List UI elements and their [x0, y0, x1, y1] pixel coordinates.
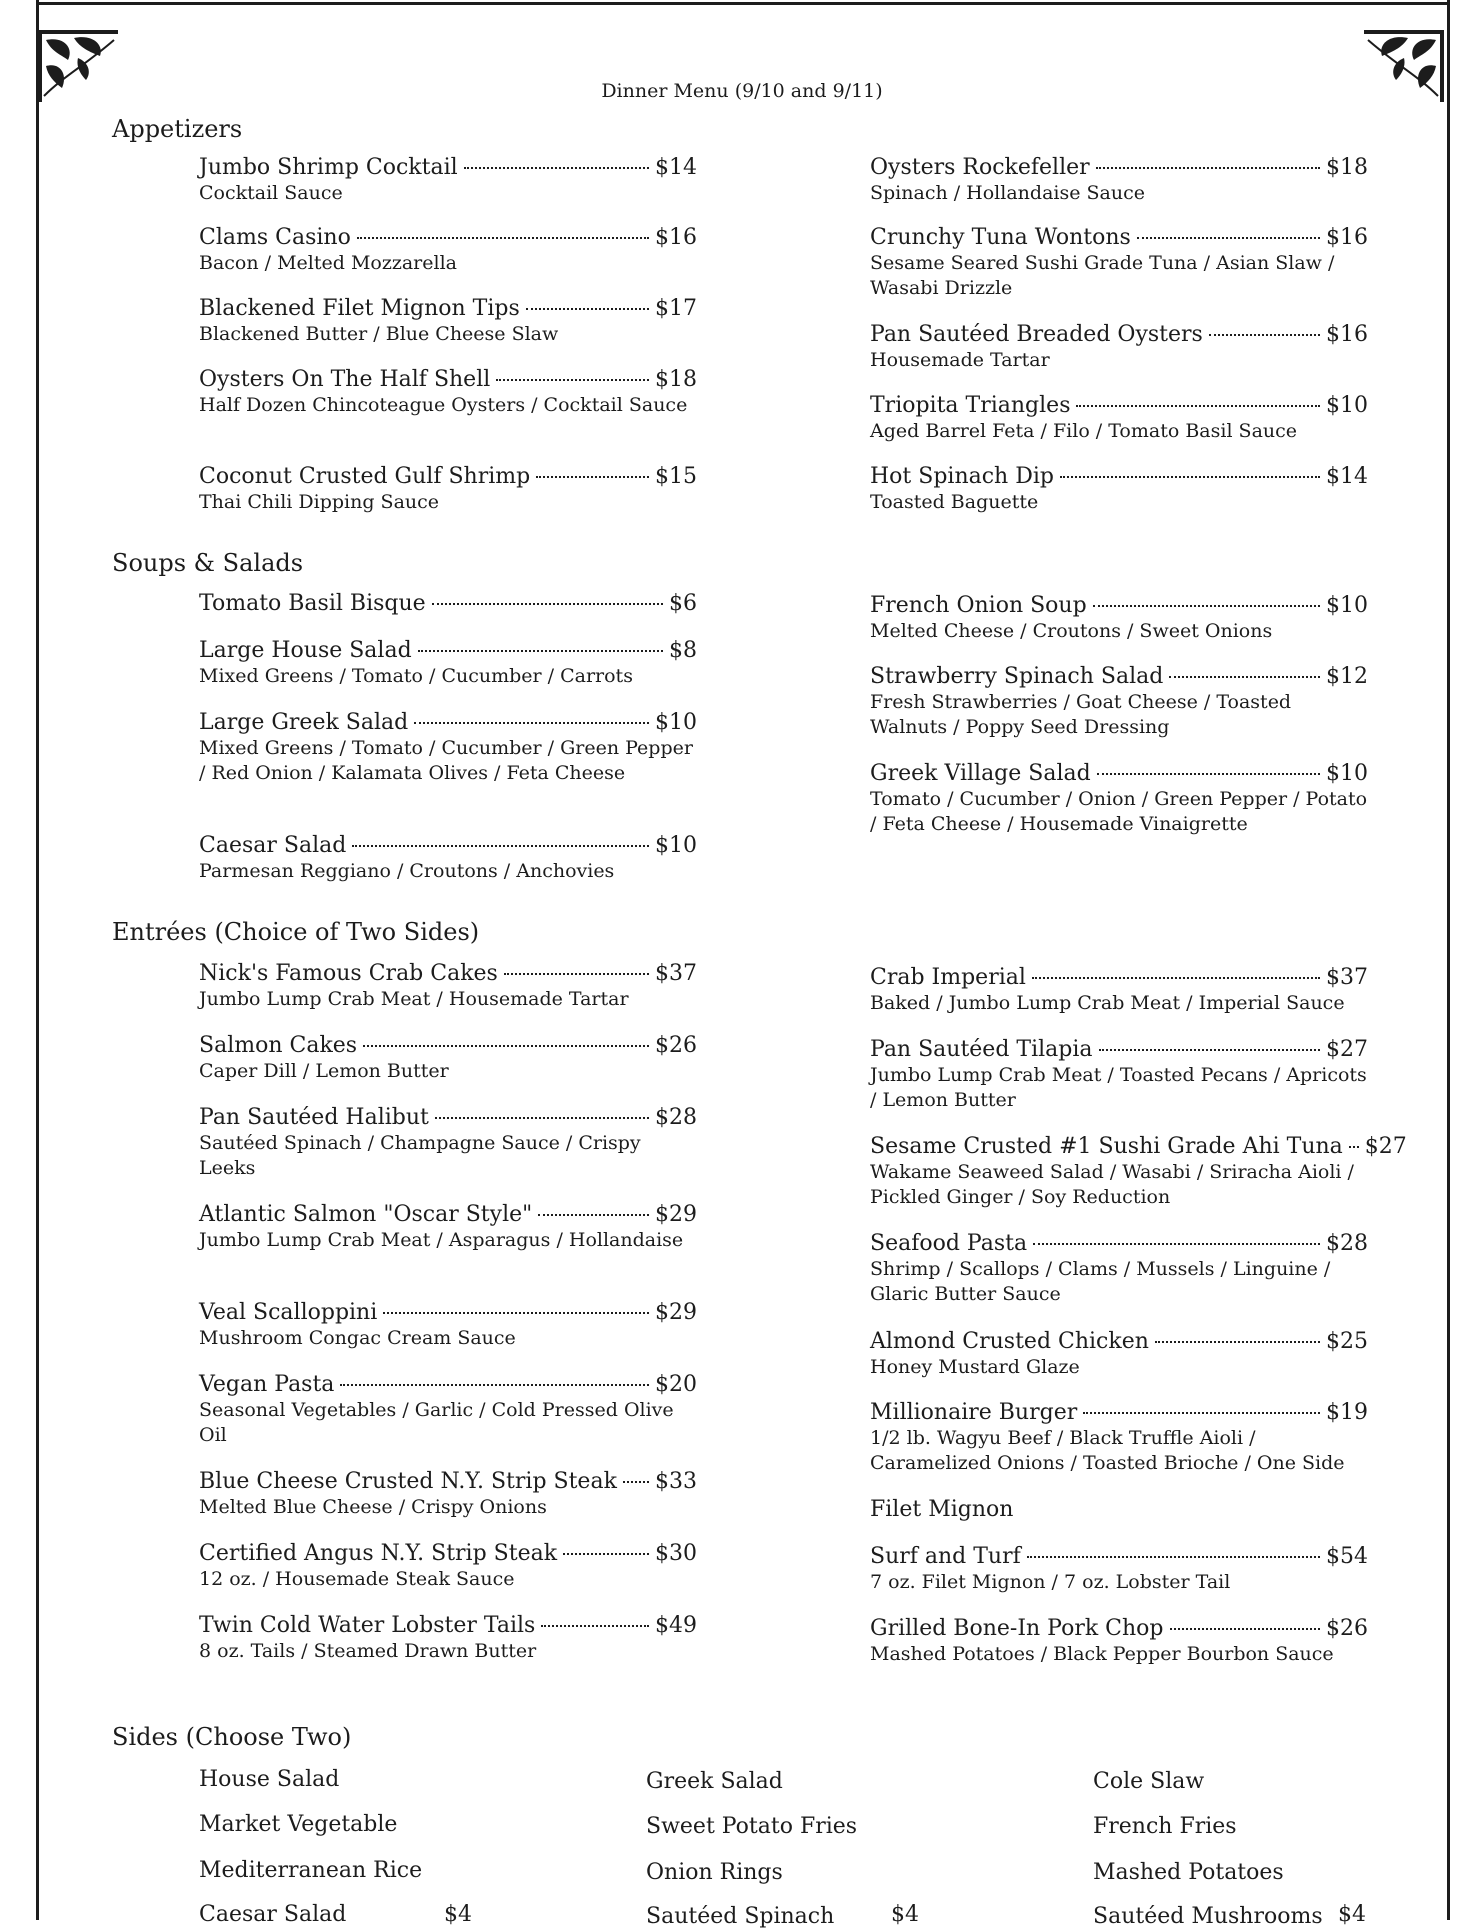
page-border-left	[36, 0, 39, 1920]
menu-item	[870, 322, 1368, 373]
menu-item-line	[870, 155, 1368, 180]
menu-item-description: Jumbo Lump Crab Meat / Housemade Tartar	[199, 988, 629, 1010]
menu-item-line	[199, 1541, 697, 1566]
dot-leader	[1083, 1412, 1320, 1414]
menu-item	[199, 1300, 697, 1351]
menu-item	[199, 961, 697, 1012]
dot-leader	[357, 237, 649, 239]
menu-item-description: Jumbo Lump Crab Meat / Asparagus / Hollandaise	[199, 1229, 684, 1251]
dot-leader	[1093, 605, 1320, 607]
menu-item-description: Bacon / Melted Mozzarella	[199, 252, 457, 274]
menu-item-description: Housemade Tartar	[870, 349, 1050, 371]
menu-item-line	[870, 1329, 1368, 1354]
menu-item-name: Millionaire Burger	[870, 1400, 1078, 1425]
menu-item-name: Salmon Cakes	[199, 1033, 358, 1058]
menu-item-description: Sesame Seared Sushi Grade Tuna / Asian Slaw / Wasabi Drizzle	[870, 252, 1335, 299]
menu-item-name: Veal Scalloppini	[199, 1300, 378, 1325]
dot-leader	[1137, 237, 1320, 239]
menu-item-line	[870, 1497, 1368, 1522]
menu-item-price: $25	[1326, 1329, 1368, 1354]
menu-title: Dinner Menu (9/10 and 9/11)	[601, 80, 883, 102]
menu-item-price: $14	[655, 155, 697, 180]
dot-leader	[352, 845, 649, 847]
menu-item-line	[870, 1134, 1407, 1159]
menu-item-description: Half Dozen Chincoteague Oysters / Cocktail Sauce	[199, 394, 688, 416]
menu-item-name: Tomato Basil Bisque	[199, 591, 426, 616]
menu-item-line	[199, 225, 697, 250]
menu-item	[870, 965, 1368, 1016]
menu-item-name: Grilled Bone-In Pork Chop	[870, 1616, 1164, 1641]
dot-leader	[1155, 1341, 1320, 1343]
menu-item	[199, 1372, 697, 1448]
menu-item	[199, 638, 697, 689]
menu-item	[199, 1202, 697, 1253]
dot-leader	[1169, 676, 1320, 678]
menu-item-name: Atlantic Salmon "Oscar Style"	[199, 1202, 533, 1227]
menu-item-description: Jumbo Lump Crab Meat / Toasted Pecans / Apricots / Lemon Butter	[870, 1064, 1367, 1111]
side-item: French Fries	[1093, 1814, 1237, 1839]
menu-item-description: Seasonal Vegetables / Garlic / Cold Pressed Olive Oil	[199, 1399, 674, 1446]
menu-item-name: Pan Sautéed Breaded Oysters	[870, 322, 1203, 347]
menu-item	[199, 225, 697, 276]
side-item: Sautéed Spinach	[646, 1904, 835, 1929]
menu-item	[870, 1134, 1407, 1210]
dot-leader	[526, 308, 649, 310]
menu-item-name: Crab Imperial	[870, 965, 1026, 990]
menu-item-price: $54	[1326, 1544, 1368, 1569]
dot-leader	[1076, 405, 1320, 407]
menu-item	[870, 1231, 1368, 1307]
menu-item	[870, 1544, 1368, 1595]
menu-item-line	[870, 761, 1368, 786]
side-item: Mashed Potatoes	[1093, 1860, 1284, 1885]
menu-item-name: Surf and Turf	[870, 1544, 1021, 1569]
menu-item-price: $30	[655, 1541, 697, 1566]
menu-item-description: Mushroom Congac Cream Sauce	[199, 1327, 516, 1349]
menu-item	[199, 155, 697, 206]
menu-item-line	[199, 1105, 697, 1130]
menu-item-line	[870, 393, 1368, 418]
menu-item-description: Parmesan Reggiano / Croutons / Anchovies	[199, 860, 615, 882]
menu-item-name: Blue Cheese Crusted N.Y. Strip Steak	[199, 1469, 617, 1494]
menu-item-line	[870, 1037, 1368, 1062]
menu-item-line	[870, 965, 1368, 990]
side-item: Onion Rings	[646, 1860, 783, 1885]
dot-leader	[383, 1312, 649, 1314]
menu-item-price: $16	[655, 225, 697, 250]
menu-item-line	[199, 833, 697, 858]
menu-item-price: $37	[655, 961, 697, 986]
side-item: Mediterranean Rice	[199, 1858, 423, 1883]
dot-leader	[541, 1625, 649, 1627]
section-title-soups-salads: Soups & Salads	[112, 549, 304, 577]
menu-item-price: $20	[655, 1372, 697, 1397]
section-title-entrees: Entrées (Choice of Two Sides)	[112, 918, 480, 946]
dot-leader	[363, 1045, 649, 1047]
side-item: Market Vegetable	[199, 1812, 398, 1837]
menu-item-name: Hot Spinach Dip	[870, 464, 1054, 489]
menu-item-name: Blackened Filet Mignon Tips	[199, 296, 520, 321]
menu-item-line	[199, 1033, 697, 1058]
menu-item-description: 12 oz. / Housemade Steak Sauce	[199, 1568, 515, 1590]
menu-item-price: $10	[1326, 593, 1368, 618]
menu-item	[199, 833, 697, 884]
menu-item-name: Vegan Pasta	[199, 1372, 335, 1397]
page-border-top	[36, 2, 1450, 5]
menu-item-description: Shrimp / Scallops / Clams / Mussels / Linguine / Glaric Butter Sauce	[870, 1258, 1331, 1305]
menu-item-price: $10	[655, 833, 697, 858]
menu-item-price: $12	[1326, 664, 1368, 689]
menu-item	[870, 1616, 1368, 1667]
menu-item	[870, 1400, 1368, 1476]
dot-leader	[538, 1214, 649, 1216]
menu-item	[870, 393, 1368, 444]
dot-leader	[536, 476, 649, 478]
dot-leader	[464, 167, 649, 169]
menu-item-name: Sesame Crusted #1 Sushi Grade Ahi Tuna	[870, 1134, 1343, 1159]
menu-item	[199, 296, 697, 347]
menu-item-description: 1/2 lb. Wagyu Beef / Black Truffle Aioli / Caramelized Onions / Toasted Brioche / One Side	[870, 1427, 1345, 1474]
menu-item	[199, 1613, 697, 1664]
menu-item-price: $17	[655, 296, 697, 321]
menu-item-price: $29	[655, 1300, 697, 1325]
menu-item-price: $14	[1326, 464, 1368, 489]
menu-item-line	[870, 1544, 1368, 1569]
dot-leader	[340, 1384, 649, 1386]
menu-item-price: $28	[1326, 1231, 1368, 1256]
menu-item	[199, 710, 697, 786]
side-item: House Salad	[199, 1767, 340, 1792]
menu-item-price: $10	[655, 710, 697, 735]
dot-leader	[432, 603, 663, 605]
menu-item-description: 8 oz. Tails / Steamed Drawn Butter	[199, 1640, 537, 1662]
menu-item-description: Toasted Baguette	[870, 491, 1039, 513]
menu-item-name: Clams Casino	[199, 225, 351, 250]
menu-item-price: $15	[655, 464, 697, 489]
menu-item-line	[199, 710, 697, 735]
dot-leader	[1032, 977, 1320, 979]
menu-item	[870, 1037, 1368, 1113]
menu-item-line	[199, 296, 697, 321]
menu-item-price: $10	[1326, 393, 1368, 418]
menu-item-description: Caper Dill / Lemon Butter	[199, 1060, 449, 1082]
menu-item-description: Wakame Seaweed Salad / Wasabi / Sriracha Aioli / Pickled Ginger / Soy Reduction	[870, 1161, 1354, 1208]
menu-item-name: Oysters On The Half Shell	[199, 367, 491, 392]
menu-item-name: Pan Sautéed Halibut	[199, 1105, 429, 1130]
menu-item-name: Strawberry Spinach Salad	[870, 664, 1164, 689]
dot-leader	[623, 1481, 649, 1483]
dot-leader	[1349, 1146, 1359, 1148]
side-item: Cole Slaw	[1093, 1769, 1205, 1794]
section-title-appetizers: Appetizers	[112, 115, 243, 143]
dot-leader	[1099, 1049, 1320, 1051]
menu-item-description: Cocktail Sauce	[199, 182, 343, 204]
menu-item	[870, 464, 1368, 515]
menu-item-name: Pan Sautéed Tilapia	[870, 1037, 1093, 1062]
menu-item-price: $10	[1326, 761, 1368, 786]
menu-item-name: Oysters Rockefeller	[870, 155, 1090, 180]
menu-item	[870, 1497, 1368, 1522]
menu-item-name: Greek Village Salad	[870, 761, 1091, 786]
menu-item-price: $27	[1326, 1037, 1368, 1062]
side-item: Sweet Potato Fries	[646, 1814, 858, 1839]
menu-item	[870, 1329, 1368, 1380]
menu-item	[199, 464, 697, 515]
menu-item-line	[199, 1372, 697, 1397]
dot-leader	[1027, 1556, 1320, 1558]
menu-item-line	[870, 464, 1368, 489]
menu-item-price: $16	[1326, 225, 1368, 250]
section-title-sides: Sides (Choose Two)	[112, 1723, 352, 1751]
menu-item	[199, 1105, 697, 1181]
menu-item-price: $33	[655, 1469, 697, 1494]
menu-item	[199, 367, 697, 418]
menu-item-name: Jumbo Shrimp Cocktail	[199, 155, 458, 180]
menu-item-price: $49	[655, 1613, 697, 1638]
dot-leader	[435, 1117, 649, 1119]
dot-leader	[1097, 773, 1320, 775]
menu-item-price: $28	[655, 1105, 697, 1130]
menu-item-line	[870, 1400, 1368, 1425]
menu-item-line	[870, 1231, 1368, 1256]
menu-item	[199, 1469, 697, 1520]
menu-item	[870, 155, 1368, 206]
menu-item-description: Tomato / Cucumber / Onion / Green Pepper / Potato / Feta Cheese / Housemade Vinaigrette	[870, 788, 1368, 835]
menu-item-name: Caesar Salad	[199, 833, 347, 858]
side-item-price: $4	[891, 1902, 919, 1927]
menu-item-price: $29	[655, 1202, 697, 1227]
menu-item-price: $18	[655, 367, 697, 392]
dot-leader	[563, 1553, 649, 1555]
menu-item	[199, 591, 697, 616]
dot-leader	[1096, 167, 1320, 169]
menu-item-description: Aged Barrel Feta / Filo / Tomato Basil Sauce	[870, 420, 1298, 442]
menu-item-price: $26	[1326, 1616, 1368, 1641]
menu-item-line	[199, 1469, 697, 1494]
side-item: Sautéed Mushrooms	[1093, 1904, 1323, 1929]
menu-item-price: $26	[655, 1033, 697, 1058]
menu-item-description: Honey Mustard Glaze	[870, 1356, 1080, 1378]
menu-item-name: Twin Cold Water Lobster Tails	[199, 1613, 536, 1638]
menu-item-name: Almond Crusted Chicken	[870, 1329, 1149, 1354]
menu-item-line	[870, 664, 1368, 689]
menu-item-description: Melted Cheese / Croutons / Sweet Onions	[870, 620, 1273, 642]
side-item-price: $4	[444, 1902, 472, 1927]
menu-item-name: Filet Mignon	[870, 1497, 1014, 1522]
menu-item-name: Large House Salad	[199, 638, 412, 663]
dot-leader	[1170, 1628, 1320, 1630]
menu-item-description: Fresh Strawberries / Goat Cheese / Toasted Walnuts / Poppy Seed Dressing	[870, 691, 1292, 738]
menu-item-name: Coconut Crusted Gulf Shrimp	[199, 464, 531, 489]
menu-item-description: Thai Chili Dipping Sauce	[199, 491, 440, 513]
menu-item	[870, 761, 1368, 837]
menu-item-description: 7 oz. Filet Mignon / 7 oz. Lobster Tail	[870, 1571, 1231, 1593]
menu-item-name: Certified Angus N.Y. Strip Steak	[199, 1541, 558, 1566]
dot-leader	[414, 722, 649, 724]
menu-item-description: Mixed Greens / Tomato / Cucumber / Green Pepper / Red Onion / Kalamata Olives / Feta Cheese	[199, 737, 693, 784]
menu-item-name: Seafood Pasta	[870, 1231, 1028, 1256]
dot-leader	[418, 650, 663, 652]
menu-item-name: Large Greek Salad	[199, 710, 409, 735]
side-item: Caesar Salad	[199, 1902, 347, 1927]
menu-item-description: Mixed Greens / Tomato / Cucumber / Carrots	[199, 665, 633, 687]
menu-item-line	[870, 322, 1368, 347]
side-item-price: $4	[1338, 1902, 1366, 1927]
menu-item-price: $6	[669, 591, 697, 616]
menu-item-line	[199, 961, 697, 986]
menu-item-description: Melted Blue Cheese / Crispy Onions	[199, 1496, 547, 1518]
menu-item-name: Triopita Triangles	[870, 393, 1071, 418]
dot-leader	[496, 379, 649, 381]
menu-item-line	[199, 1300, 697, 1325]
dot-leader	[1209, 334, 1320, 336]
menu-item-line	[870, 593, 1368, 618]
menu-item-line	[199, 591, 697, 616]
menu-item-line	[199, 464, 697, 489]
menu-item-line	[870, 225, 1368, 250]
menu-item-description: Sautéed Spinach / Champagne Sauce / Crispy Leeks	[199, 1132, 641, 1179]
menu-item-description: Spinach / Hollandaise Sauce	[870, 182, 1145, 204]
menu-item-price: $27	[1364, 1134, 1407, 1159]
menu-item-description: Baked / Jumbo Lump Crab Meat / Imperial Sauce	[870, 992, 1345, 1014]
menu-item-line	[199, 367, 697, 392]
menu-item	[199, 1033, 697, 1084]
menu-item-price: $8	[669, 638, 697, 663]
menu-item-price: $16	[1326, 322, 1368, 347]
menu-item	[199, 1541, 697, 1592]
menu-item-line	[199, 1202, 697, 1227]
menu-item-description: Mashed Potatoes / Black Pepper Bourbon Sauce	[870, 1643, 1334, 1665]
menu-item-line	[199, 1613, 697, 1638]
menu-item-price: $37	[1326, 965, 1368, 990]
dot-leader	[1060, 476, 1320, 478]
menu-item-name: Crunchy Tuna Wontons	[870, 225, 1131, 250]
menu-item-name: Nick's Famous Crab Cakes	[199, 961, 498, 986]
menu-item-line	[199, 155, 697, 180]
menu-item-price: $19	[1326, 1400, 1368, 1425]
menu-item-price: $18	[1326, 155, 1368, 180]
menu-item-line	[199, 638, 697, 663]
menu-item-name: French Onion Soup	[870, 593, 1087, 618]
menu-item-line	[870, 1616, 1368, 1641]
menu-item-description: Blackened Butter / Blue Cheese Slaw	[199, 323, 559, 345]
menu-item	[870, 664, 1368, 740]
dot-leader	[504, 973, 649, 975]
menu-item	[870, 225, 1368, 301]
menu-item	[870, 593, 1368, 644]
side-item: Greek Salad	[646, 1769, 783, 1794]
page-border-right	[1447, 0, 1450, 1920]
dot-leader	[1033, 1243, 1320, 1245]
